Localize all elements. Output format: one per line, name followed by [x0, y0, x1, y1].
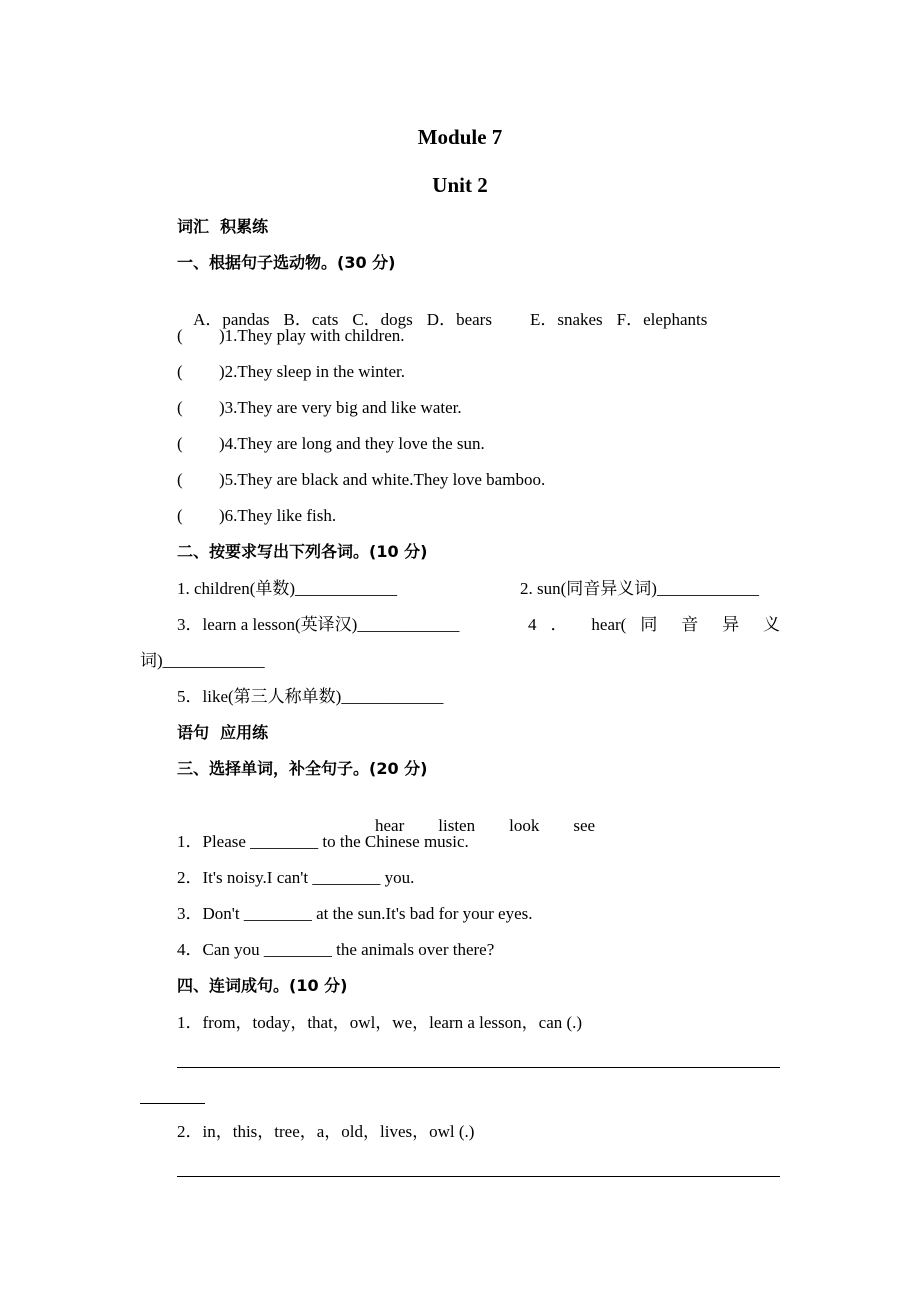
- choice-text: )1.They play with children.: [219, 326, 405, 345]
- answer-blank[interactable]: (: [177, 398, 183, 417]
- choice-item: [177, 326, 405, 346]
- fill-sentence-4[interactable]: 4．Can you ________ the animals over there?: [177, 940, 495, 959]
- option-c: C．dogs: [352, 310, 413, 329]
- module-title: Module 7: [417, 125, 503, 149]
- answer-line[interactable]: [177, 1176, 780, 1177]
- unit-title: Unit 2: [432, 173, 488, 197]
- answer-line-cont[interactable]: [140, 1103, 205, 1104]
- word-question-5[interactable]: 5．like(第三人称单数)____________: [177, 687, 444, 706]
- word-question-1[interactable]: 1. children(单数)____________: [177, 579, 398, 598]
- reorder-question-2: 2．in，this，tree，a，old，lives，owl (.): [177, 1122, 475, 1141]
- choice-item: [177, 362, 405, 382]
- word-bank-item: see: [573, 816, 596, 835]
- section2-title: 二、按要求写出下列各词。(10 分): [177, 542, 428, 561]
- section4-title: 四、连词成句。(10 分): [177, 976, 348, 995]
- answer-line[interactable]: [177, 1067, 780, 1068]
- choice-text: )2.They sleep in the winter.: [219, 362, 406, 381]
- word-question-4[interactable]: 4 ． hear( 同 音 异 义: [528, 615, 780, 634]
- vocab-heading: 词汇 积累练: [177, 217, 269, 236]
- answer-blank[interactable]: (: [177, 434, 183, 453]
- section1-title: 一、根据句子选动物。(30 分): [177, 253, 396, 272]
- option-b: B．cats: [283, 310, 339, 329]
- fill-sentence-1[interactable]: 1．Please ________ to the Chinese music.: [177, 832, 469, 851]
- choice-item: [177, 470, 545, 490]
- choice-item: [177, 506, 336, 526]
- section3-title: 三、选择单词，补全句子。(20 分): [177, 759, 428, 778]
- word-bank-item: look: [509, 816, 540, 835]
- choice-text: )4.They are long and they love the sun.: [219, 434, 485, 453]
- word-question-2[interactable]: 2. sun(同音异义词)____________: [520, 579, 759, 598]
- choice-text: )5.They are black and white.They love bamboo.: [219, 470, 546, 489]
- reorder-question-1: 1．from，today，that，owl，we，learn a lesson，can (.): [177, 1013, 583, 1032]
- answer-blank[interactable]: (: [177, 326, 183, 345]
- fill-sentence-3[interactable]: 3．Don't ________ at the sun.It's bad for your eyes.: [177, 904, 533, 923]
- option-d: D．bears: [426, 310, 492, 329]
- choice-text: )3.They are very big and like water.: [219, 398, 462, 417]
- sentence-heading: 语句 应用练: [177, 723, 269, 742]
- option-f: F．elephants: [616, 310, 708, 329]
- word-bank-item: hear: [375, 816, 405, 835]
- answer-blank[interactable]: (: [177, 470, 183, 489]
- option-e: E．snakes: [529, 310, 603, 329]
- word-question-4-cont[interactable]: 词)____________: [140, 651, 265, 670]
- word-question-3[interactable]: 3．learn a lesson(英译汉)____________: [177, 615, 460, 634]
- word-bank-item: listen: [438, 816, 476, 835]
- answer-blank[interactable]: (: [177, 506, 183, 525]
- option-a: A．pandas: [193, 310, 270, 329]
- fill-sentence-2[interactable]: 2．It's noisy.I can't ________ you.: [177, 868, 415, 887]
- choice-item: [177, 398, 462, 418]
- answer-blank[interactable]: (: [177, 362, 183, 381]
- choice-text: )6.They like fish.: [219, 506, 337, 525]
- choice-item: [177, 434, 485, 454]
